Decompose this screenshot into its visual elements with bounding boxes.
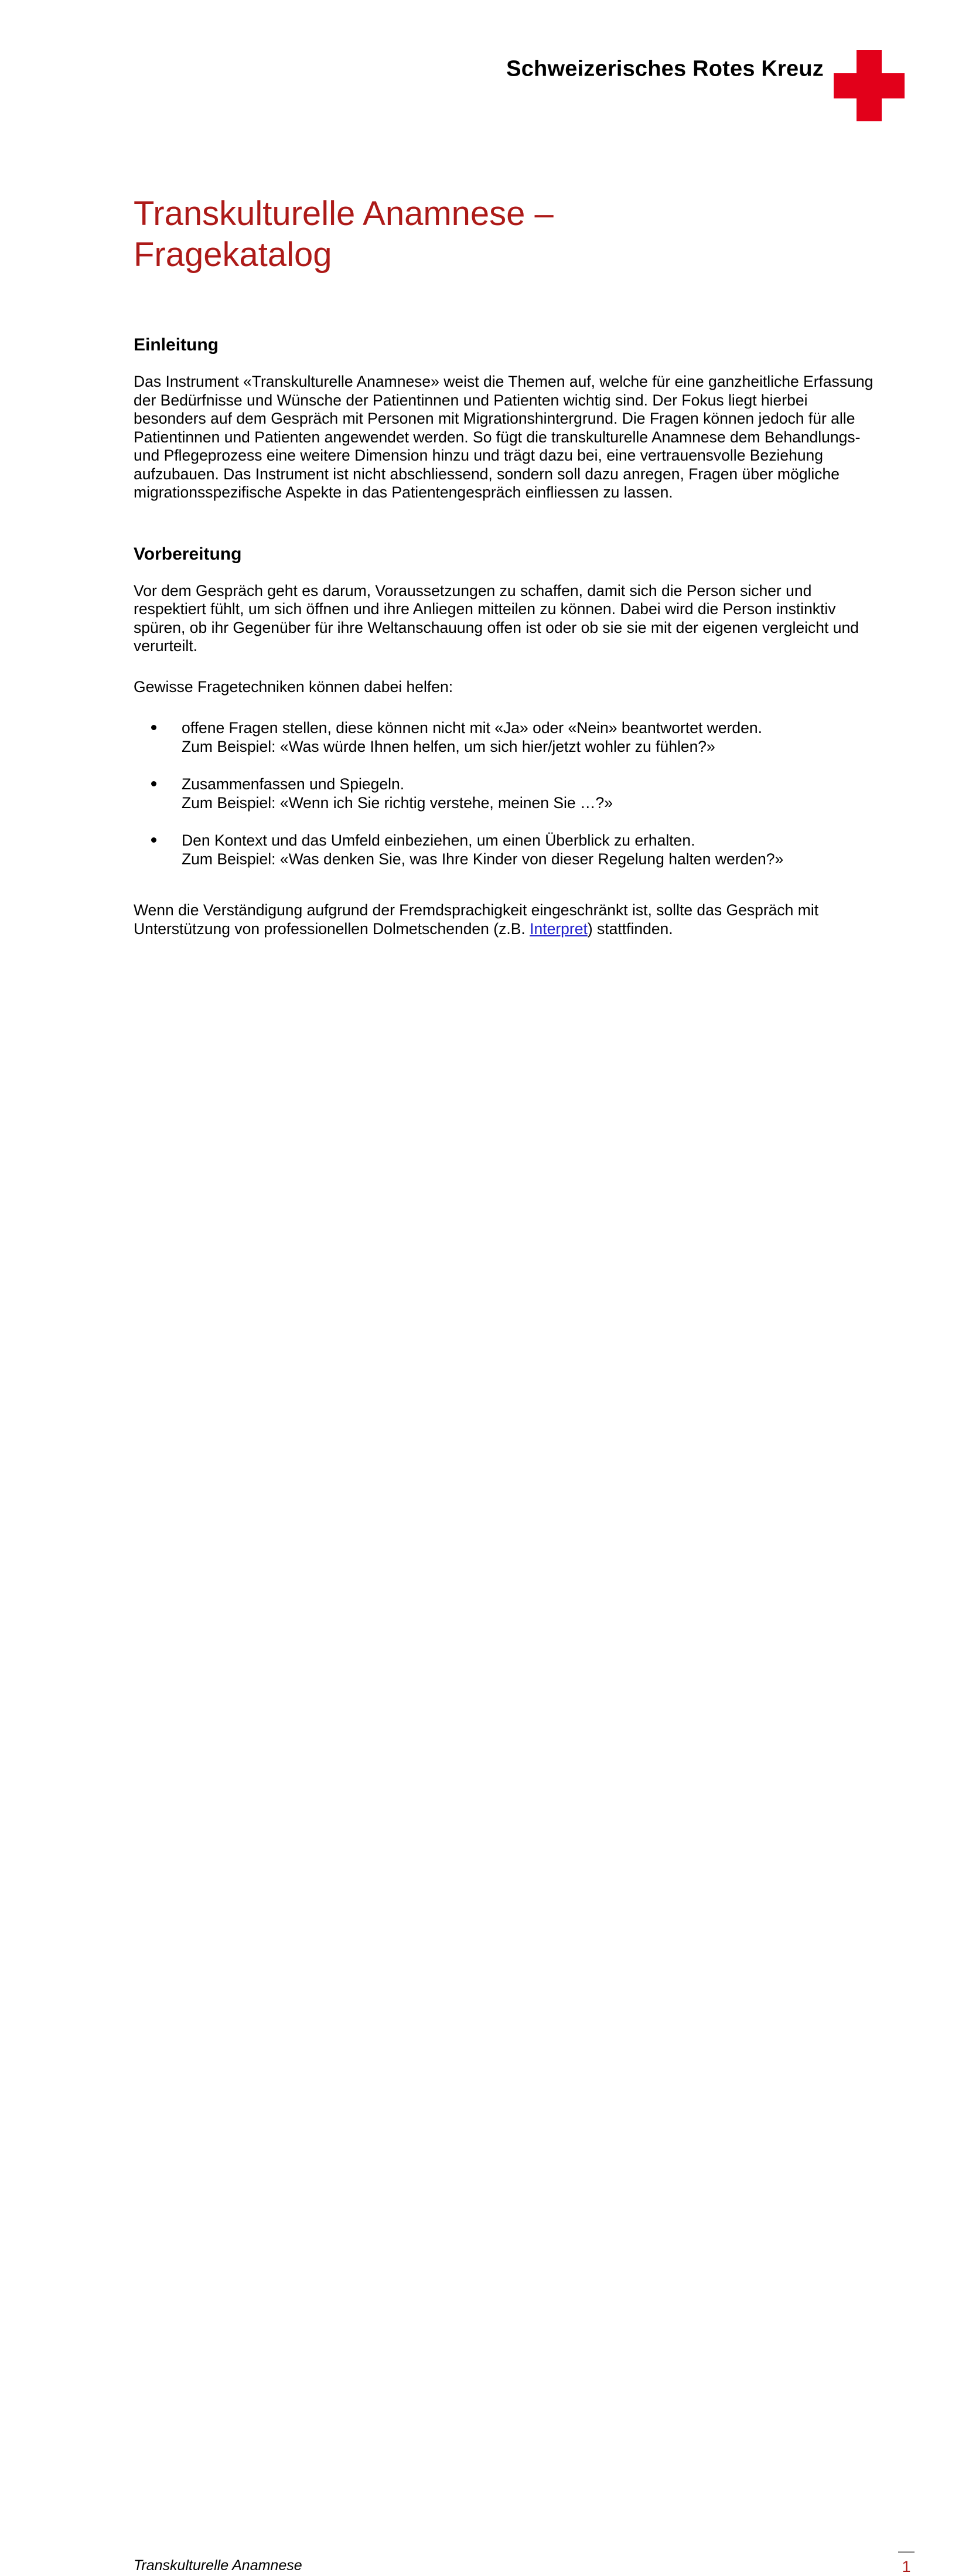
spacer [134, 502, 875, 543]
spacer [134, 570, 875, 582]
list-item-line-1: offene Fragen stellen, diese können nicht mit «Ja» oder «Nein» beantwortet werden. [182, 719, 762, 737]
page-footer [0, 1253, 969, 2575]
section-heading-vorbereitung: Vorbereitung [134, 544, 242, 564]
fragetechniken-intro: Gewisse Fragetechniken können dabei helfen: [134, 677, 453, 696]
section-paragraph-vorbereitung: Vor dem Gespräch geht es darum, Voraussetzungen zu schaffen, damit sich die Person sicher und respektiert fühlt, um sich öffnen und ihre Anliegen mitteilen zu können. Dabei wird die Person instinktiv spüren, ob ihr Gegenüber für ihre Weltanschauung offen ist oder ob sie sie mit der eigenen vergleicht und verurteilt. [134, 581, 859, 655]
list-item-line-2: Zum Beispiel: «Was würde Ihnen helfen, um sich hier/jetzt wohler zu fühlen?» [182, 738, 715, 755]
spacer [134, 868, 875, 901]
footer-divider [898, 2551, 915, 2553]
list-item-line-1: Zusammenfassen und Spiegeln. [182, 775, 405, 793]
list-item-line-1: Den Kontext und das Umfeld einbeziehen, um einen Überblick zu erhalten. [182, 832, 695, 849]
section-heading-einleitung: Einleitung [134, 335, 219, 355]
page-title [134, 193, 719, 275]
red-cross-icon [834, 50, 905, 121]
bullet-dot-icon [151, 837, 156, 843]
section-paragraph-einleitung: Das Instrument «Transkulturelle Anamnese» weist die Themen auf, welche für eine ganzheitliche Erfassung der Bedürfnisse und Wünsche der Patientinnen und Patienten wichtig sind. Der Fokus liegt hierbei besonders auf dem Gespräch mit Personen mit Migrationshintergrund. Die Fragen können jedoch für alle Patientinnen und Patienten angewendet werden. So fügt die transkulturelle Anamnese dem Behandlungs- und Pflegeprozess eine weitere Dimension hinzu und trägt dazu bei, eine vertrauensvolle Beziehung aufzubauen. Das Instrument ist nicht abschliessend, sondern soll dazu anregen, Fragen über mögliche migrationsspezifische Aspekte in das Patientengespräch einfliessen zu lassen. [134, 373, 874, 501]
footer-page-number: 1 [902, 2558, 911, 2575]
organization-wordmark: Schweizerisches Rotes Kreuz [506, 56, 824, 81]
spacer [134, 656, 875, 678]
fragetechniken-list [134, 718, 875, 868]
closing-text-after-link: ) stattfinden. [587, 919, 673, 938]
document-body [134, 334, 875, 938]
list-item [151, 831, 875, 868]
page-header [0, 0, 969, 135]
closing-text-before-link: Wenn die Verständigung aufgrund der Fremdsprachigkeit eingeschränkt ist, sollte das Gespräch mit Unterstützung von professionellen Dolmetschenden (z.B. [134, 901, 819, 938]
footer-document-name: Transkulturelle Anamnese [134, 2557, 302, 2574]
red-cross-horizontal-bar [834, 73, 905, 98]
page-title-line-2: Fragekatalog [134, 236, 332, 274]
spacer [134, 696, 875, 718]
bullet-dot-icon [151, 781, 156, 786]
closing-paragraph [134, 901, 875, 938]
interpret-link[interactable]: Interpret [530, 919, 588, 938]
list-item-line-2: Zum Beispiel: «Was denken Sie, was Ihre Kinder von dieser Regelung halten werden?» [182, 850, 784, 868]
spacer [134, 361, 875, 373]
list-item-line-2: Zum Beispiel: «Wenn ich Sie richtig verstehe, meinen Sie …?» [182, 794, 613, 812]
list-item [151, 718, 875, 756]
list-item [151, 775, 875, 812]
bullet-dot-icon [151, 725, 156, 730]
page-title-line-1: Transkulturelle Anamnese – [134, 195, 554, 233]
